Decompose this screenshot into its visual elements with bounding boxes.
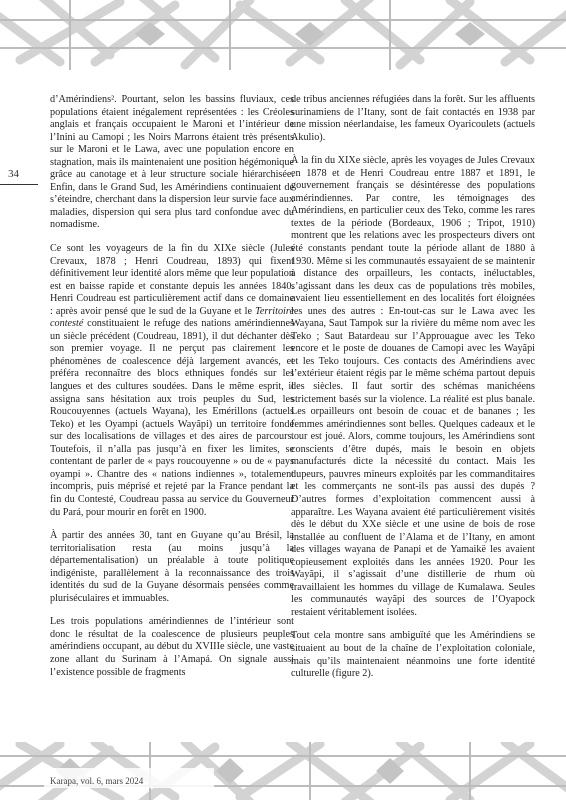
decorative-bottom-band: [0, 742, 566, 800]
journal-footer: Karapa, vol. 6, mars 2024: [50, 776, 144, 786]
right-paragraph-2: À la fin du XIXe siècle, après les voyages de Jules Crevaux en 1878 et de Henri Coudreau entre 1887 et 1891, le gouvernement français se désintéresse des populations amérindiennes. Par contre, les témoignages des Amérindiens, en particulier ceux des Teko, comme les rares textes de la période (Bordeaux, 1906 ; Tripot, 1910) montrent que les relations avec les prospecteurs divers ont été constants pendant toute la période allant de 1880 à 1930. Même si les communautés essayaient de se maintenir à distance des orpailleurs, les contacts, inéluctables, s’agissant dans les deux cas de populations très mobiles, avaient lieu essentiellement en des localités fort éloignées les unes des autres : En-tout-cas sur le Lawa avec les Wayana, Saut Tampok sur la rivière du même nom avec les Teko ; Saut Batardeau sur l’Approuague avec les Teko encore et le poste de douanes de Camopi avec les Wayãpi et les Teko toujours. Ces contacts des Amérindiens avec l’extérieur étaient régis par le même schéma partout depuis des siècles. Il faut sortir des schémas manichéens strictement basés sur la violence. La réalité est plus banale. Les orpailleurs ont besoin de couac et de bananes ; les femmes amérindiennes sont belles. Quelques cadeaux et le tour est joué. Alors, comme toujours, les Amérindiens sont conscients d’être dupés, mais le besoin en objets manufacturés dicte la nécessité du contact. Mais les dupeurs, pauvres mineurs exploités par les commanditaires et les commerçants ne sont-ils pas aussi des dupés ? D’autres formes d’exploitation commencent aussi à apparaître. Les Wayana avaient été particulièrement visités dès le début du XXe siècle et une usine de bois de rose installée au confluent de l’Alama et de l’Itany, en amont des villages wayana de Panapi et de Yamaikë les avaient copieusement exploités dans les années 1920. Pour les Wayãpi, il s’agissait d’une distillerie de rhum où travaillaient les hommes du village de Kumalawa. Seules les communautés wayãpi des sources de l’Oyapock restaient véritablement isolées.: [291, 155, 535, 618]
right-paragraph-3: Tout cela montre sans ambiguïté que les Amérindiens se situaient au bout de la chaîne de l’exploitation coloniale, mais qu’ils maintenaient néanmoins une forte identité culturelle (figure 2).: [291, 630, 535, 680]
left-paragraph-4: Les trois populations amérindiennes de l’intérieur sont donc le résultat de la coalescence de plusieurs peuples amérindiens occupant, au début du XVIIIe siècle, une vaste zone allant du Surinam à l’Amapá. On signale aussi l’existence possible de fragments: [50, 616, 294, 678]
right-paragraph-1: de tribus anciennes réfugiées dans la forêt. Sur les affluents surinamiens de l’Itany, sont de fait contactés en 1938 par une mission néerlandaise, les fameux Oyaricoulets (actuels Akulio).: [291, 94, 535, 143]
left-paragraph-2: [50, 243, 294, 519]
right-column: [291, 94, 535, 692]
left-column: [50, 94, 294, 690]
woven-pattern-top: [0, 0, 566, 70]
woven-pattern-bottom: [0, 742, 566, 800]
left-paragraph-2-text-b: constituaient le refuge des nations amérindiennes un siècle précédent (Coudreau, 1891), il dut déchanter dès son premier voyage. Il ne perçut pas clairement les phénomènes de coalescence déjà largement avancés, et préféra reconnaître des blocs ethniques fondés sur les langues et des cultures soudées. Dans le même esprit, il assigna sans hésitation aux trois peuples du Sud, les Roucouyennes (actuels Wayana), les Emérillons (actuels Teko) et les Oyampi (actuels Wayãpi) un territoire fondé sur des localisations de villages et des aires de parcours. Toutefois, il n’alla pas jusqu’à en fixer les limites, se contentant de parler de « pays roucouyenne » ou de « pays oyampi ». Chantre des « nations indiennes », totalement incompris, puis méprisé et rejeté par la France pendant la fin du Contesté, Coudreau passa au service du Gouverneur du Pará, pour mourir en forêt en 1900.: [50, 318, 294, 518]
margin-rule: [0, 184, 38, 185]
decorative-top-band: [0, 0, 566, 70]
territoire-conteste-italic: Territoire contesté: [50, 305, 294, 330]
left-paragraph-1: d’Amérindiens². Pourtant, selon les bassins fluviaux, ces populations étaient inégalement représentées : les Créoles anglais et français occupaient le Maroni et l’intérieur de l’Inini au Camopi ; les Noirs Marrons étaient très présents sur le Maroni et le Lawa, avec une population encore en stagnation, mais ils maintenaient une position hégémonique grâce au canotage et à leur structure sociale hiérarchisée. Enfin, dans le Grand Sud, les Amérindiens continuaient de s’éteindre, cherchant dans la dispersion leur survie face aux maladies, dispersion qui sera plus tard confondue avec du nomadisme.: [50, 94, 294, 231]
page-number: 34: [8, 168, 19, 180]
left-paragraph-2-text-a: Ce sont les voyageurs de la fin du XIXe siècle (Jules Crevaux, 1878 ; Henri Coudreau, 1893) qui fixent définitivement leur identité alors même que leur population est en baisse rapide et constante depuis les années 1840. Henri Coudreau est particulièrement actif dans ce domaine : après avoir pensé que le sud de la Guyane et le: [50, 243, 294, 317]
left-paragraph-3: À partir des années 30, tant en Guyane qu’au Brésil, la territorialisation resta (au moins jusqu’à la départementalisation) un préalable à toute politique indigéniste, parallèlement à la reconnaissance des trois identités du sud de la Guyane désormais pensées comme pluriséculaires et immuables.: [50, 530, 294, 604]
